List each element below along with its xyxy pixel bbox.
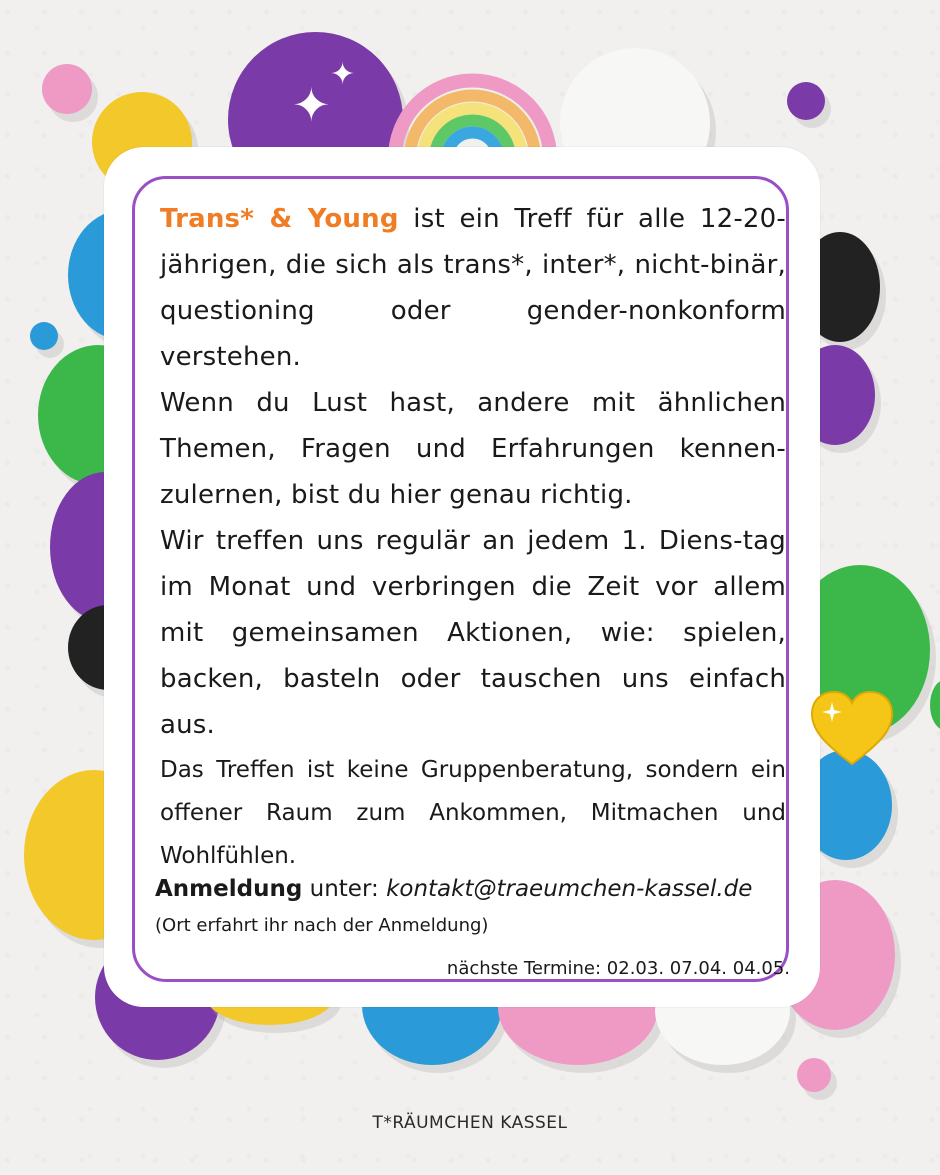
blue-dot-left: [30, 322, 58, 350]
pink-dot-bottom-right: [797, 1058, 831, 1092]
paragraph-interest-text: Wenn du Lust hast, andere mit ähnlichen Themen, Fragen und Erfahrungen kennen-zulernen, bist du hier genau richtig.: [160, 388, 786, 510]
pink-dot-top-left: [42, 64, 92, 114]
registration-label: Anmeldung: [155, 876, 303, 902]
paragraph-interest: [160, 380, 786, 518]
heart-icon: [808, 688, 896, 768]
paragraph-intro: [160, 196, 786, 380]
registration-line: [155, 876, 752, 902]
green-dot-edge-right: [930, 680, 940, 730]
registration-middle: unter:: [302, 876, 387, 902]
rainbow-icon: [385, 68, 560, 158]
sparkle-icon: ✦: [330, 57, 356, 92]
event-name: Trans* & Young: [160, 204, 399, 234]
registration-email[interactable]: kontakt@traeumchen-kassel.de: [386, 876, 753, 902]
brand-logo-text: T*RÄUMCHEN KASSEL: [372, 1113, 568, 1133]
intro-text: ist ein Treff für alle 12-20-jährigen, die sich als trans*, inter*, nicht-binär, questioning oder gender-nonkonform verstehen.: [160, 204, 786, 372]
next-dates: nächste Termine: 02.03. 07.04. 04.05.: [446, 958, 790, 979]
paragraph-space-text: Das Treffen ist keine Gruppenberatung, sondern ein offener Raum zum Ankommen, Mitmachen und Wohlfühlen.: [160, 757, 786, 869]
paragraph-schedule: [160, 518, 786, 748]
location-note: (Ort erfahrt ihr nach der Anmeldung): [155, 915, 489, 936]
paragraph-schedule-text: Wir treffen uns regulär an jedem 1. Diens-tag im Monat und verbringen die Zeit vor allem mit gemeinsamen Aktionen, wie: spielen, backen, basteln oder tauschen uns einfach aus.: [160, 526, 786, 740]
paragraph-space: [160, 749, 786, 878]
sparkle-icon: ✦: [292, 78, 331, 132]
purple-dot-top-right: [787, 82, 825, 120]
